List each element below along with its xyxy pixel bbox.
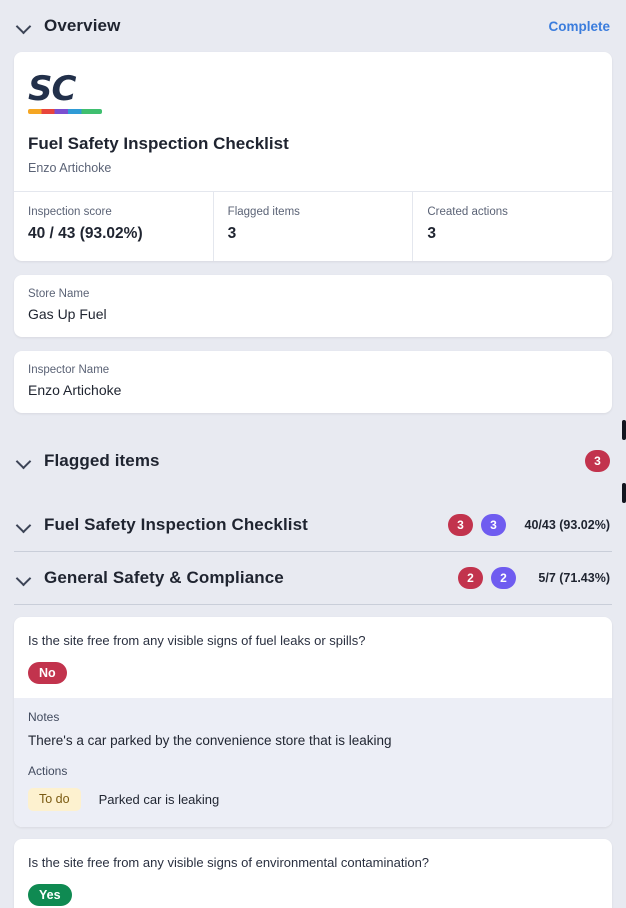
stats-row bbox=[14, 191, 612, 261]
checklist-title: Fuel Safety Inspection Checklist bbox=[44, 515, 308, 534]
action-status-chip[interactable]: To do bbox=[28, 788, 81, 811]
field-inspector-name bbox=[14, 351, 612, 413]
notes-text: There's a car parked by the convenience store that is leaking bbox=[28, 732, 392, 748]
subgroup-header-general-safety[interactable] bbox=[0, 552, 626, 604]
flagged-items-title: Flagged items bbox=[44, 451, 160, 470]
flagged-items-header-right bbox=[585, 450, 610, 472]
stat-value: 3 bbox=[427, 225, 436, 242]
field-label: Store Name bbox=[28, 288, 90, 300]
logo-rainbow-bar bbox=[28, 109, 102, 114]
brand-logo bbox=[14, 52, 612, 124]
logo-text: SC bbox=[28, 69, 76, 109]
stat-value: 3 bbox=[227, 225, 237, 242]
question-card bbox=[14, 617, 612, 827]
field-store-name bbox=[14, 275, 612, 337]
stat-flagged-items bbox=[213, 192, 413, 261]
field-label: Inspector Name bbox=[28, 364, 110, 376]
action-description: Parked car is leaking bbox=[98, 791, 220, 807]
checklist-actions-badge: 3 bbox=[481, 514, 506, 536]
overview-section-header[interactable] bbox=[0, 0, 626, 52]
logo-mark bbox=[28, 69, 100, 120]
actions-label: Actions bbox=[28, 763, 68, 778]
subgroup-title: General Safety & Compliance bbox=[44, 568, 284, 587]
document-title: Fuel Safety Inspection Checklist bbox=[28, 134, 289, 153]
answer-pill: Yes bbox=[28, 884, 72, 906]
answer-pill: No bbox=[28, 662, 67, 684]
scrollbar-thumb-upper[interactable] bbox=[622, 420, 626, 440]
stat-label: Flagged items bbox=[227, 206, 300, 218]
status-badge-complete[interactable]: Complete bbox=[548, 18, 610, 34]
checklist-score: 40/43 (93.02%) bbox=[524, 518, 610, 532]
stat-created-actions bbox=[412, 192, 612, 261]
subgroup-score: 5/7 (71.43%) bbox=[538, 571, 610, 585]
field-value: Gas Up Fuel bbox=[28, 306, 107, 322]
chevron-down-icon[interactable] bbox=[16, 17, 34, 35]
stat-value: 40 / 43 (93.02%) bbox=[28, 225, 143, 242]
stat-label: Inspection score bbox=[28, 206, 112, 218]
chevron-down-icon[interactable] bbox=[16, 516, 34, 534]
subgroup-header-right bbox=[458, 567, 610, 589]
flagged-items-section-header[interactable] bbox=[0, 435, 626, 487]
page-title: Overview bbox=[44, 16, 121, 35]
subgroup-actions-badge: 2 bbox=[491, 567, 516, 589]
flagged-count-badge: 3 bbox=[585, 450, 610, 472]
overview-header-right bbox=[548, 19, 610, 34]
notes-block bbox=[14, 698, 612, 827]
chevron-down-icon[interactable] bbox=[16, 569, 34, 587]
stat-label: Created actions bbox=[427, 206, 508, 218]
scrollbar-thumb-lower[interactable] bbox=[622, 483, 626, 503]
stat-inspection-score bbox=[14, 192, 213, 261]
document-author: Enzo Artichoke bbox=[28, 161, 112, 175]
question-text: Is the site free from any visible signs of environmental contamination? bbox=[28, 854, 430, 870]
chevron-down-icon[interactable] bbox=[16, 452, 34, 470]
question-text: Is the site free from any visible signs of fuel leaks or spills? bbox=[28, 633, 366, 648]
action-row[interactable] bbox=[28, 788, 598, 811]
question-body bbox=[14, 839, 612, 908]
field-value: Enzo Artichoke bbox=[28, 382, 122, 398]
checklist-group-header[interactable] bbox=[0, 499, 626, 551]
question-body bbox=[14, 617, 612, 698]
checklist-flagged-badge: 3 bbox=[448, 514, 473, 536]
overview-card bbox=[14, 52, 612, 261]
checklist-header-right bbox=[448, 514, 610, 536]
question-card bbox=[14, 839, 612, 908]
subgroup-flagged-badge: 2 bbox=[458, 567, 483, 589]
notes-label: Notes bbox=[28, 709, 60, 724]
divider bbox=[14, 604, 612, 605]
